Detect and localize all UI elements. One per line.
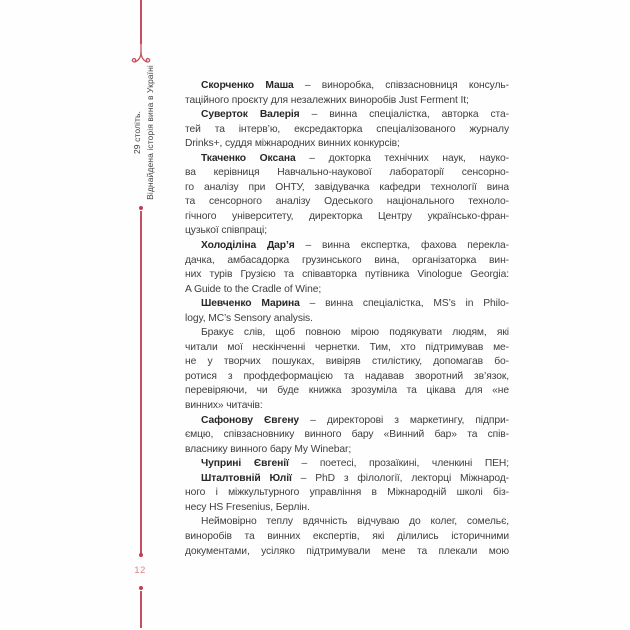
text-line xyxy=(185,224,509,239)
line-text: Неймовірно теплу вдячність відчуваю до колег, сомельє, xyxy=(201,516,509,528)
person-name: Ткаченко Оксана xyxy=(201,152,296,164)
text-line xyxy=(185,370,509,385)
line-text: Бракує слів, щоб повною мірою подякувати людям, які xyxy=(201,327,509,339)
line-text: – винна спеціалістка, авторка ста- xyxy=(299,109,509,121)
line-text: – докторка технічних наук, науко- xyxy=(295,152,509,164)
line-text: ротися з профдеформацією та надавав зворотний зв’язок, xyxy=(185,370,509,382)
book-title-main: Віднайдена історія вина в Україні xyxy=(144,64,155,200)
text-line xyxy=(185,312,509,327)
text-line xyxy=(185,195,509,210)
text-line xyxy=(185,137,509,152)
line-text: перевіряючи, чи буде книжка зрозуміла та цікава для «не xyxy=(185,385,509,397)
text-line xyxy=(185,355,509,370)
body-text xyxy=(185,79,509,559)
line-text: виноробів та винних експертів, які ділились історичними xyxy=(185,530,509,542)
line-text: несу HS Fresenius, Берлін. xyxy=(185,501,310,513)
text-line xyxy=(185,443,509,458)
text-line xyxy=(185,239,509,254)
line-text: – виноробка, співзасновниця консуль- xyxy=(293,80,509,91)
line-text: власнику винного бару My Winebar; xyxy=(185,443,352,455)
person-name: Чуприні Євгенії xyxy=(201,458,289,470)
rule-end-dot xyxy=(139,586,143,590)
line-text: тей та інтерв’ю, ексредакторка спеціалізованого журналу xyxy=(185,123,509,135)
line-text: Drinks+, суддя міжнародних винних конкурсів; xyxy=(185,138,400,150)
line-text: ного і міжкультурного управління в Міжнародній школі біз- xyxy=(185,487,509,499)
text-line xyxy=(185,486,509,501)
text-line xyxy=(185,384,509,399)
line-text: не у творчих пошуках, вивіряв стилістику, допомагав бо- xyxy=(185,356,509,368)
line-text: таційного проєкту для незалежних виноробів Just Ferment It; xyxy=(185,94,469,106)
text-line xyxy=(185,79,509,94)
text-line xyxy=(185,181,509,196)
line-text: винних» читачів: xyxy=(185,400,263,412)
text-line xyxy=(185,414,509,429)
rule-end-dot xyxy=(139,553,143,557)
text-line xyxy=(185,297,509,312)
person-name: Суверток Валерія xyxy=(201,109,300,121)
person-name: Холоділіна Дар’я xyxy=(201,240,295,252)
text-line xyxy=(185,515,509,530)
text-line xyxy=(185,254,509,269)
line-text: – поетесі, прозаїкині, членкині ПЕН; xyxy=(288,458,509,470)
line-text: цузької співпраці; xyxy=(185,225,267,237)
line-text: – директорові з маркетингу, підпри- xyxy=(299,414,509,426)
decorative-rule-top xyxy=(140,0,141,44)
text-line xyxy=(185,268,509,283)
text-line xyxy=(185,457,509,472)
text-line xyxy=(185,326,509,341)
line-text: – винна експертка, фахова перекла- xyxy=(294,240,509,252)
text-line xyxy=(185,108,509,123)
text-line xyxy=(185,341,509,356)
text-line xyxy=(185,283,509,298)
text-line xyxy=(185,530,509,545)
line-text: – винна спеціалістка, MS’s in Philo- xyxy=(299,298,509,310)
book-title-series: 29 століть. xyxy=(132,110,142,154)
line-text: читали мої нескінченні чернетки. Тим, хто підтримував ме- xyxy=(185,341,509,353)
line-text: ємцю, співзасновнику винного бару «Винний бар» та спів- xyxy=(185,429,509,441)
text-line xyxy=(185,545,509,560)
person-name: Сафонову Євгену xyxy=(201,414,300,426)
person-name: Шевченко Марина xyxy=(201,298,300,310)
line-text: A Guide to the Cradle of Wine; xyxy=(185,283,322,295)
text-line xyxy=(185,166,509,181)
line-text: них турів Грузією та співавторка путівника Vinologue Georgia: xyxy=(185,269,509,281)
line-text: дачка, амбасадорка грузинського вина, організаторка вин- xyxy=(185,254,509,266)
person-name: Скорченко Маша xyxy=(201,80,294,91)
line-text: logy, MC’s Sensory analysis. xyxy=(185,312,313,324)
line-text: гічного університету, директорка Центру українсько-фран- xyxy=(185,210,509,222)
line-text: ва керівниця Навчально-наукової лабораторії сенсорно- xyxy=(185,167,509,179)
page-number: 12 xyxy=(134,565,146,576)
person-name: Шталтовній Юлії xyxy=(201,472,292,484)
text-line xyxy=(185,94,509,109)
decorative-rule-middle xyxy=(140,211,141,555)
text-line xyxy=(185,501,509,516)
book-spine-title xyxy=(131,55,158,210)
text-line xyxy=(185,399,509,414)
text-line xyxy=(185,210,509,225)
text-line xyxy=(185,472,509,487)
text-line xyxy=(185,428,509,443)
text-line xyxy=(185,152,509,167)
decorative-rule-bottom xyxy=(140,591,141,628)
line-text: – PhD з філології, лекторці Міжнарод- xyxy=(291,472,509,484)
line-text: та сенсорного аналізу Одеського національного техноло- xyxy=(185,196,509,208)
text-line xyxy=(185,123,509,138)
line-text: документами, усіляко підтримували мене та плекали мою xyxy=(185,545,509,557)
line-text: го аналізу при ОНТУ, завідувачка кафедри технології вина xyxy=(185,181,509,193)
